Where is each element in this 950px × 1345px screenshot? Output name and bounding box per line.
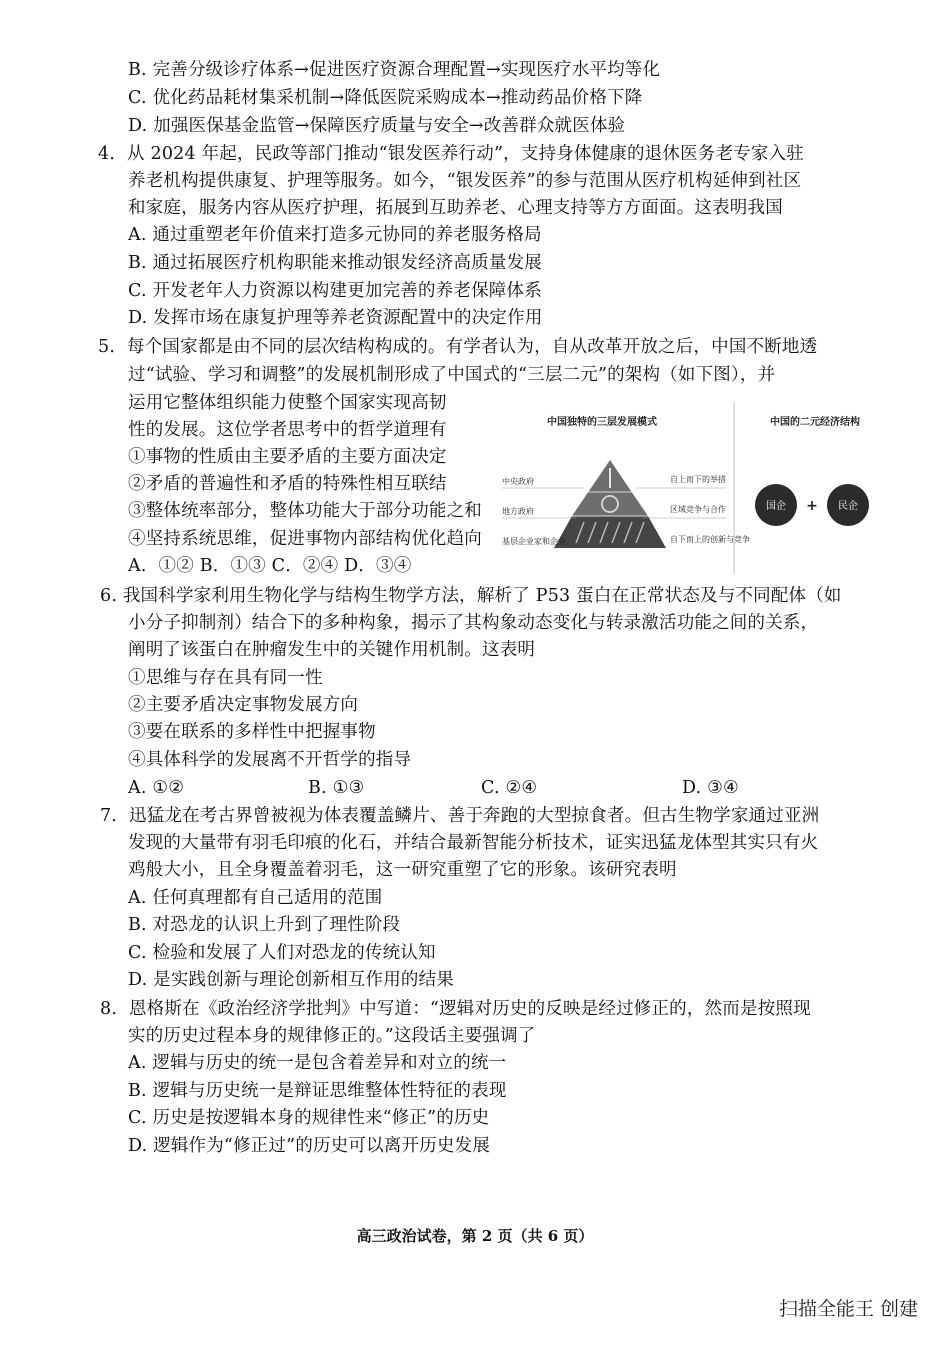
figure-left-title: 中国独特的三层发展模式 — [547, 417, 657, 428]
q7-option-a: A. 任何真理都有自己适用的范围 — [128, 888, 383, 908]
q6-statement-2: ②主要矛盾决定事物发展方向 — [128, 695, 359, 715]
q7-option-c: C. 检验和发展了人们对恐龙的传统认知 — [128, 943, 436, 963]
q8-option-a: A. 逻辑与历史的统一是包含着差异和对立的统一 — [128, 1053, 507, 1073]
q4-option-d: D. 发挥市场在康复护理等养老资源配置中的决定作用 — [128, 308, 543, 328]
q6-statement-1: ①思维与存在具有同一性 — [128, 668, 323, 688]
page-footer: 高三政治试卷，第 2 页（共 6 页） — [356, 1227, 594, 1245]
figure-plus-sign: + — [806, 498, 818, 514]
q8-option-c: C. 历史是按逻辑本身的规律性来“修正”的历史 — [128, 1108, 490, 1128]
q3-option-c: C. 优化药品耗材集采机制→降低医院采购成本→推动药品价格下降 — [128, 88, 643, 108]
q5-statement-4: ④坚持系统思维，促进事物内部结构优化趋向 — [128, 529, 482, 549]
q8-stem-line-2: 实的历史过程本身的规律修正的。”这段话主要强调了 — [128, 1026, 536, 1046]
q5-statement-1: ①事物的性质由主要矛盾的主要方面决定 — [128, 447, 447, 467]
three-layer-two-element-figure — [490, 398, 882, 578]
q7-stem-line-2: 发现的大量带有羽毛印痕的化石，并结合最新智能分析技术，证实迅猛龙体型其实只有火 — [128, 833, 819, 853]
q6-stem-line-3: 阐明了该蛋白在肿瘤发生中的关键作用机制。这表明 — [128, 640, 536, 660]
q5-stem-line-2: 过“试验、学习和调整”的发展机制形成了中国式的“三层二元”的架构（如下图），并 — [128, 365, 776, 385]
q3-option-b: B. 完善分级诊疗体系→促进医疗资源合理配置→实现医疗水平均等化 — [128, 60, 661, 80]
figure-right-title: 中国的二元经济结构 — [770, 417, 860, 428]
scanner-watermark: 扫描全能王 创建 — [778, 1298, 918, 1320]
q5-statement-2: ②矛盾的普遍性和矛盾的特殊性相互联结 — [128, 474, 447, 494]
circle-state-enterprise: 国企 — [766, 501, 786, 512]
q8-option-b: B. 逻辑与历史统一是辩证思维整体性特征的表现 — [128, 1081, 507, 1101]
q5-stem-line-4: 性的发展。这位学者思考中的哲学道理有 — [128, 420, 447, 440]
q6-option-a: A. ①② — [128, 778, 185, 798]
q6-option-c: C. ②④ — [481, 778, 538, 798]
q7-option-b: B. 对恐龙的认识上升到了理性阶段 — [128, 915, 401, 935]
layer-label-local: 地方政府 — [502, 507, 534, 516]
q6-stem-line-1: 6. 我国科学家利用生物化学与结构生物学方法，解析了 P53 蛋白在正常状态及与不同配体（如 — [100, 586, 842, 606]
q4-stem-line-1: 4．从 2024 年起，民政等部门推动“银发医养行动”，支持身体健康的退休医务老专家入驻 — [98, 144, 804, 164]
q8-option-d: D. 逻辑作为“修正过”的历史可以离开历史发展 — [128, 1136, 491, 1156]
q6-option-d: D. ③④ — [682, 778, 739, 798]
q4-option-a: A. 通过重塑老年价值来打造多元协同的养老服务格局 — [128, 225, 542, 245]
q7-stem-line-1: 7．迅猛龙在考古界曾被视为体表覆盖鳞片、善于奔跑的大型掠食者。但古生物学家通过亚洲 — [100, 806, 820, 826]
q6-statement-4: ④具体科学的发展离不开哲学的指导 — [128, 750, 412, 770]
q7-option-d: D. 是实践创新与理论创新相互作用的结果 — [128, 970, 455, 990]
q4-stem-line-2: 养老机构提供康复、护理等服务。如今，“银发医养”的参与范围从医疗机构延伸到社区 — [128, 171, 802, 191]
q5-stem-line-1: 5．每个国家都是由不同的层次结构构成的。有学者认为，自从改革开放之后，中国不断地透 — [98, 337, 818, 357]
q6-statement-3: ③要在联系的多样性中把握事物 — [128, 722, 376, 742]
q8-stem-line-1: 8．恩格斯在《政治经济学批判》中写道：“逻辑对历史的反映是经过修正的，然而是按照现 — [100, 999, 811, 1019]
q4-stem-line-3: 和家庭，服务内容从医疗护理，拓展到互助养老、心理支持等方方面面。这表明我国 — [128, 198, 783, 218]
layer-label-central: 中央政府 — [502, 477, 534, 486]
layer-note-bottom: 自下而上的创新与竞争 — [670, 535, 750, 544]
q6-option-b: B. ①③ — [308, 778, 365, 798]
layer-note-top: 自上而下的举措 — [670, 475, 726, 484]
layer-label-grassroots: 基层企业家和企业 — [502, 537, 566, 546]
q3-option-d: D. 加强医保基金监管→保障医疗质量与安全→改善群众就医体验 — [128, 116, 626, 136]
q5-stem-line-3: 运用它整体组织能力使整个国家实现高韧 — [128, 393, 447, 413]
q7-stem-line-3: 鸡般大小，且全身覆盖着羽毛，这一研究重塑了它的形象。该研究表明 — [128, 860, 677, 880]
q5-statement-3: ③整体统率部分，整体功能大于部分功能之和 — [128, 501, 482, 521]
q5-options: A．①② B．①③ C．②④ D．③④ — [128, 556, 412, 576]
circle-private-enterprise: 民企 — [838, 501, 858, 512]
layer-note-middle: 区域竞争与合作 — [670, 505, 726, 514]
q6-stem-line-2: 小分子抑制剂）结合下的多种构象，揭示了其构象动态变化与转录激活功能之间的关系， — [128, 613, 819, 633]
q4-option-b: B. 通过拓展医疗机构职能来推动银发经济高质量发展 — [128, 253, 542, 273]
q4-option-c: C. 开发老年人力资源以构建更加完善的养老保障体系 — [128, 281, 542, 301]
